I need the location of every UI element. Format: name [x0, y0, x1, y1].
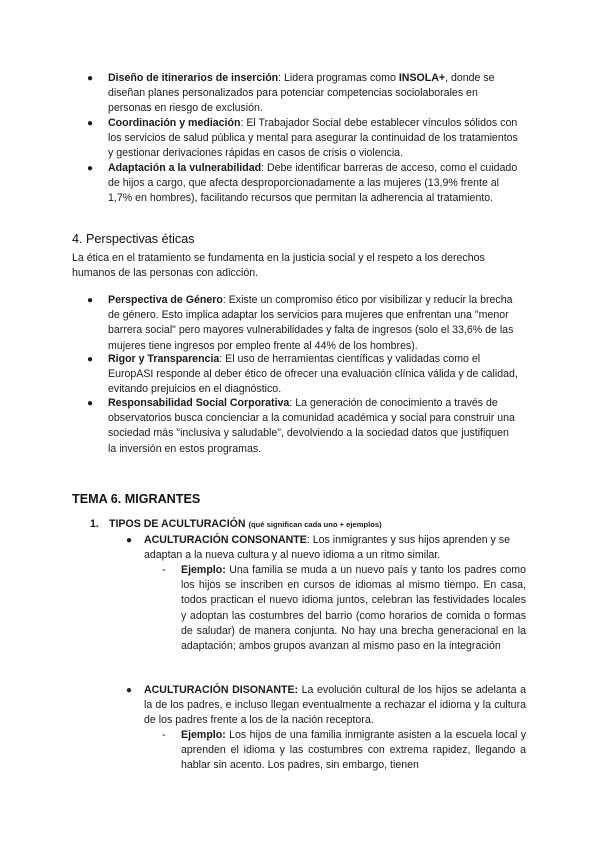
bullet-dot: ● [87, 295, 94, 306]
bullet-item [87, 293, 519, 354]
item-note: (qué significan cada uno + ejemplos) [248, 520, 382, 529]
bullet-dot: ● [87, 354, 94, 365]
bullet-title: ACULTURACIÓN CONSONANTE [144, 534, 307, 546]
bullet-text: Responsabilidad Social Corporativa: La generación de conocimiento a través de observatorios busca concienciar a la comunidad académica y social para construir una sociedad más "inclusiva y saludable", devolviendo a la sociedad datos que justifiquen la inversión en estos programas. [108, 397, 515, 455]
bullet-dot: ● [87, 398, 94, 409]
bullet-dot: ● [126, 535, 133, 546]
bullet-title: Responsabilidad Social Corporativa [108, 397, 290, 409]
program-name: INSOLA+ [398, 72, 446, 84]
bullet-text: Adaptación a la vulnerabilidad: Debe identificar barreras de acceso, como el cuidado de hijos a cargo, que afecta desproporcionadamente a las mujeres (13,9% frente al 1,7% en hombres), facilitando recursos que permitan la adherencia al tratamiento. [108, 162, 518, 205]
subbullet-item [126, 533, 518, 563]
section-intro: La ética en el tratamiento se fundamenta en la justicia social y el respeto a los derechos humanos de las personas con adicción. [72, 252, 485, 280]
item-number: 1. [90, 518, 99, 530]
example-label: Ejemplo: [181, 729, 226, 741]
bullet-text: Rigor y Transparencia: El uso de herramientas científicas y validadas como el EuropASI responde al deber ético de ofrecer una evaluación clínica válida y de calidad, evitando prejuicios en el diagnóstico. [108, 353, 518, 396]
bullet-item [87, 71, 519, 117]
example-text: Ejemplo: Una familia se muda a un nuevo país y tanto los padres como los hijos se inscriben en cursos de idiomas al mismo tiempo. En casa, todos practican el nuevo idioma juntos, celebran las festividades locales y adoptan las costumbres del barrio (como horarios de comida o formas de saludar) de manera conjunta. No hay una brecha generacional en la adaptación; ambos grupos avanzan al mismo paso en la integración [181, 564, 526, 653]
bullet-title: Coordinación y mediación [108, 117, 241, 129]
topic-heading: TEMA 6. MIGRANTES [72, 492, 201, 506]
bullet-title: Adaptación a la vulnerabilidad [108, 162, 262, 174]
dash-marker: - [162, 729, 166, 741]
example-label: Ejemplo: [181, 564, 226, 576]
example-text: Ejemplo: Los hijos de una familia inmigrante asisten a la escuela local y aprenden el idioma y las costumbres con extrema rapidez, llegando a hablar sin acento. Los padres, sin embargo, tienen [181, 729, 526, 772]
bullet-dot: ● [87, 73, 94, 84]
bullet-text: Perspectiva de Género: Existe un compromiso ético por visibilizar y reducir la brecha de género. Esto implica adaptar los servicios para mujeres que enfrentan una "menor barrera social" pero mayores vulnerabilidades y falta de ingresos (solo el 33,6% de las mujeres tiene ingresos por empleo frente al 44% de los hombres). [108, 294, 514, 352]
bullet-item [87, 396, 519, 457]
item-title: TIPOS DE ACULTURACIÓN (qué significan cada uno + ejemplos) [109, 518, 382, 530]
bullet-item [87, 352, 519, 398]
example-item [162, 563, 526, 654]
bullet-dot: ● [87, 163, 94, 174]
bullet-dot: ● [126, 685, 133, 696]
bullet-item [87, 116, 519, 162]
example-item [162, 728, 526, 774]
bullet-title: Diseño de itinerarios de inserción [108, 72, 279, 84]
bullet-title: ACULTURACIÓN DISONANTE: [144, 684, 299, 696]
bullet-text: ACULTURACIÓN CONSONANTE: Los inmigrantes y sus hijos aprenden y se adaptan a la nueva cultura y al nuevo idioma a un ritmo similar. [144, 534, 510, 562]
bullet-dot: ● [87, 118, 94, 129]
bullet-title: Rigor y Transparencia [108, 353, 220, 365]
section-heading: 4. Perspectivas éticas [72, 232, 195, 246]
bullet-title: Perspectiva de Género [108, 294, 223, 306]
numbered-item [90, 517, 530, 532]
dash-marker: - [162, 564, 166, 576]
bullet-text: Coordinación y mediación: El Trabajador Social debe establecer vínculos sólidos con los servicios de salud pública y mental para asegurar la continuidad de los tratamientos y gestionar derivaciones rápidas en casos de crisis o violencia. [108, 117, 518, 160]
bullet-text: Diseño de itinerarios de inserción: Lidera programas como INSOLA+, donde se diseñan planes personalizados para potenciar competencias sociolaborales en personas en riesgo de exclusión. [108, 72, 495, 115]
bullet-item [87, 161, 519, 207]
bullet-text: ACULTURACIÓN DISONANTE: La evolución cultural de los hijos se adelanta a la de los padres, e incluso llegan eventualmente a rechazar el idioma y la cultura de los padres frente a los de la nación receptora. [144, 684, 526, 727]
subbullet-item [126, 683, 526, 729]
